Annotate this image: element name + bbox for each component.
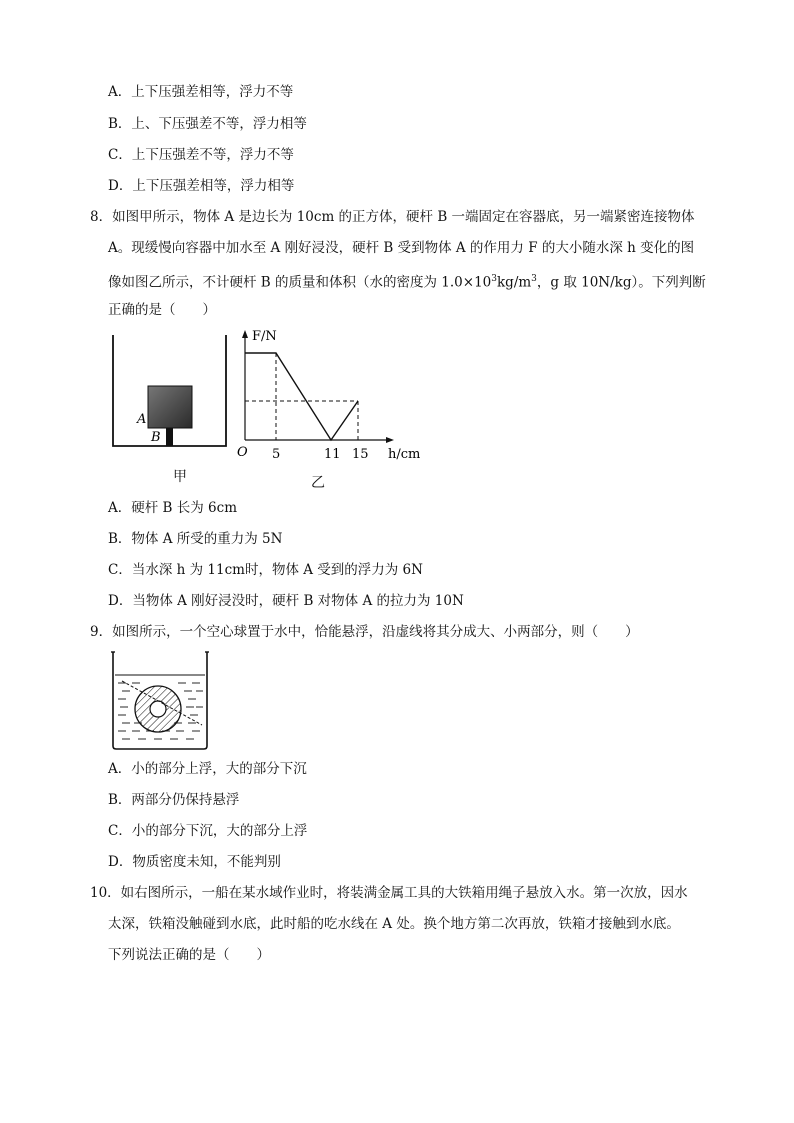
q8-sup-1: 3 xyxy=(491,274,497,284)
q9-figure-beaker xyxy=(108,648,213,753)
q7-option-b: B．上、下压强差不等，浮力相等 xyxy=(108,116,307,132)
q7-option-c: C．上下压强差不等，浮力不等 xyxy=(108,147,294,163)
q8-stem-line1: 8．如图甲所示，物体 A 是边长为 10cm 的正方体，硬杆 B 一端固定在容器底，另一端紧密连接物体 xyxy=(90,209,695,225)
q7-option-a: A．上下压强差相等，浮力不等 xyxy=(108,84,294,100)
tick-11: 11 xyxy=(324,447,341,462)
caption-jia: 甲 xyxy=(173,469,187,485)
q8-stem-line3-pre: 像如图乙所示，不计硬杆 B 的质量和体积（水的密度为 1.0×10 xyxy=(108,274,492,291)
rod-b xyxy=(166,428,173,446)
q9-option-c: C．小的部分下沉，大的部分上浮 xyxy=(108,823,308,839)
q8-stem-line4: 正确的是（ ） xyxy=(108,302,216,318)
q9-stem: 9．如图所示，一个空心球置于水中，恰能悬浮，沿虚线将其分成大、小两部分，则（ ） xyxy=(90,624,639,640)
q8-option-a: A．硬杆 B 长为 6cm xyxy=(108,500,237,516)
y-axis-arrow xyxy=(242,330,248,338)
x-axis-arrow xyxy=(386,437,394,443)
q10-stem-line3: 下列说法正确的是（ ） xyxy=(108,947,270,963)
origin-label: O xyxy=(237,445,248,460)
tick-5: 5 xyxy=(272,447,281,462)
q8-option-b: B．物体 A 所受的重力为 5N xyxy=(108,531,283,547)
q8-figure-yi xyxy=(232,322,432,472)
q8-option-d: D．当物体 A 刚好浸没时，硬杆 B 对物体 A 的拉力为 10N xyxy=(108,593,464,609)
q8-option-c: C．当水深 h 为 11cm时，物体 A 受到的浮力为 6N xyxy=(108,562,423,578)
q10-stem-line2: 太深，铁箱没触碰到水底，此时船的吃水线在 A 处。换个地方第二次再放，铁箱才接触到水底。 xyxy=(108,916,680,932)
x-axis-label: h/cm xyxy=(388,447,421,462)
q8-figure-jia xyxy=(100,330,240,460)
label-b: B xyxy=(151,430,161,445)
q8-stem-line3-mid: kg/m xyxy=(497,274,532,291)
q10-stem-line1: 10．如右图所示，一船在某水域作业时，将装满金属工具的大铁箱用绳子悬放入水。第一次放，因水 xyxy=(90,885,688,901)
q9-option-a: A．小的部分上浮，大的部分下沉 xyxy=(108,761,307,777)
q8-stem-line3-post: ，g 取 10N/kg）。下列判断 xyxy=(536,274,706,291)
q8-stem-line2: A。现缓慢向容器中加水至 A 刚好浸没，硬杆 B 受到物体 A 的作用力 F 的大小随水深 h 变化的图 xyxy=(108,240,695,256)
cube-a xyxy=(148,386,192,428)
y-axis-label: F/N xyxy=(252,329,277,344)
label-a: A xyxy=(137,412,147,427)
caption-yi: 乙 xyxy=(311,475,325,491)
tick-15: 15 xyxy=(352,447,369,462)
q8-sup-2: 3 xyxy=(531,274,537,284)
q9-option-b: B．两部分仍保持悬浮 xyxy=(108,792,240,808)
q7-option-d: D．上下压强差相等，浮力相等 xyxy=(108,178,295,194)
q8-stem-line3 xyxy=(108,269,706,293)
force-curve xyxy=(245,353,358,440)
q9-option-d: D．物质密度未知，不能判别 xyxy=(108,854,281,870)
